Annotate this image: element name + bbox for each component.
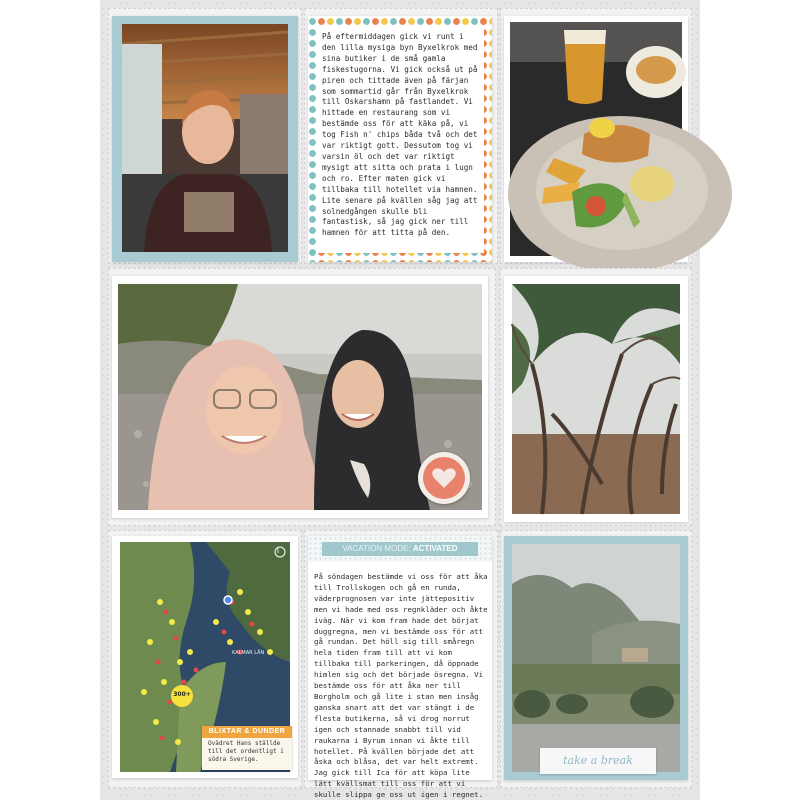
- portrait-photo-card[interactable]: [112, 16, 298, 262]
- vacation-banner-prefix: VACATION MODE:: [342, 544, 411, 553]
- map-card[interactable]: [112, 536, 298, 778]
- map-caption-title: BLIXTAR & DUNDER: [202, 726, 292, 738]
- heart-icon: [418, 452, 470, 504]
- map-caption-tag: [202, 726, 292, 770]
- rain-photo: [512, 544, 680, 772]
- rain-photo-card[interactable]: [504, 536, 688, 780]
- take-a-break-label: take a break: [540, 748, 656, 774]
- scrapbook-page: [100, 0, 700, 800]
- info-icon[interactable]: i: [276, 546, 280, 555]
- food-photo: [510, 22, 682, 256]
- food-photo-card[interactable]: [504, 16, 688, 262]
- journal-top-text: På eftermiddagen gick vi runt i den lilla mysiga byn Byxelkrok med sina butiker i de små gamla fiskestugorna. Vi gick också ut på piren och tittade även på färjan som sommartid går från Byxelkrok till Oskarshamn på fastlandet. Vi hittade en restaurang som vi bestämde oss för att käka på, vi tog Fish n' chips båda två och det var riktigt gott. Dessutom tog vi varsin öl och det var riktigt mysigt att sitta och prata i lugn och ro. Efter maten gick vi tillbaka till hotellet via hamnen. Lite senare på kvällen såg jag att solnedgången skulle bli fantastisk, så jag gick ner till hamnen för att titta på den.: [322, 32, 478, 238]
- heart-badge[interactable]: [418, 452, 470, 504]
- map-caption-text: Ovädret Hans ställde till det ordentligt i södra Sverige.: [208, 740, 284, 763]
- portrait-photo: [122, 24, 288, 252]
- place-label: KALMAR LÄN: [232, 650, 265, 656]
- journal-top-card: [308, 16, 492, 262]
- selfie-photo-card[interactable]: [112, 276, 488, 518]
- cluster-label: 300+: [173, 691, 191, 698]
- vacation-banner-highlight: ACTIVATED: [412, 544, 458, 553]
- journal-bottom-text: På söndagen bestämde vi oss för att åka till Trollskogen och gå en runda, väderprognosen var inte jättepositiv men vi hade med oss regnkläder och åkte iväg. När vi kom fram hade det börjat duggregna, men vi bestämde oss för att gå rundan. Det höll sig till småregn hela tiden fram till att vi kom tillbaka till parkeringen, då öppnade himlen sig och det började ösregna. Vi bestämde oss för att åka ner till Borgholm och gå lite i stan men insåg ganska snart att det var stängt i de flesta butikerna, så vi drog norrut igen och stannade snabbt till vid raukarna i Byrum innan vi åkte till hotellet. På kvällen började det att åska och blåsa, det var helt extremt. Jag gick till Ica för att köpa lite lätt kvällsmat till oss för att vi skulle slippa ge oss ut igen i regnet.: [314, 572, 488, 800]
- forest-photo-card[interactable]: [504, 276, 688, 522]
- vacation-banner: [308, 536, 492, 562]
- forest-photo: [512, 284, 680, 514]
- journal-bottom-card: [308, 536, 492, 800]
